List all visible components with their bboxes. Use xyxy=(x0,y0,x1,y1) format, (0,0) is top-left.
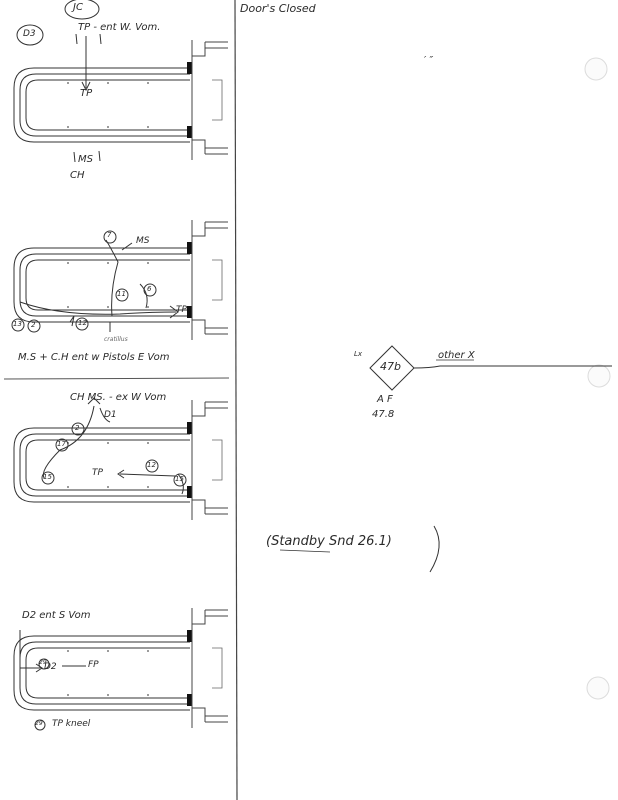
tp-entrance-note: TP - ent W. Vom. xyxy=(78,22,161,33)
pos-11: 11 xyxy=(117,290,126,298)
pos3-17: 17 xyxy=(57,440,66,448)
pos-13: 13 xyxy=(13,320,22,328)
ch-label: CH xyxy=(70,170,85,181)
tp-arrow-label: TP xyxy=(80,88,93,99)
af-label: A F xyxy=(377,394,393,405)
pos3-15b: 15 xyxy=(175,475,184,483)
ms-label: MS xyxy=(78,154,93,165)
standby-underline xyxy=(280,550,330,552)
binder-hole-top xyxy=(585,58,607,80)
fp-label: FP xyxy=(88,660,99,670)
other-x-note: other X xyxy=(438,350,475,361)
standby-note: (Standby Snd 26.1) xyxy=(266,534,392,549)
movement-paths-2 xyxy=(20,240,178,326)
standby-bracket-right xyxy=(430,526,439,572)
position-circles-2 xyxy=(12,231,156,332)
tp-kneel-note: TP kneel xyxy=(52,719,91,729)
d2-entrance-note: D2 ent S Vom xyxy=(22,610,91,621)
binder-hole-bottom xyxy=(587,677,609,699)
footnote-number: 29 xyxy=(35,720,43,727)
ms-note-2: MS xyxy=(136,236,150,246)
cue-number: 47b xyxy=(380,360,401,373)
d1-label: D1 xyxy=(104,410,117,420)
mark-29: 29 xyxy=(39,659,47,666)
pos-6: 6 xyxy=(147,285,152,293)
other-x-line xyxy=(414,366,612,368)
tp-label-2: TP xyxy=(176,305,187,315)
stage-diagram-2 xyxy=(14,220,228,340)
small-label-2: cratillus xyxy=(104,336,128,343)
stray-marks: ′ ″ xyxy=(424,55,434,66)
cue-prefix: Lx xyxy=(354,350,363,358)
label-d3: D3 xyxy=(23,29,36,39)
pos-7: 7 xyxy=(107,231,112,239)
stage-diagram-3 xyxy=(14,400,228,520)
pos3-15a: 15 xyxy=(43,473,52,481)
pos-12: 12 xyxy=(78,319,87,327)
pos-2: 2 xyxy=(31,321,36,329)
pos3-12: 12 xyxy=(147,461,156,469)
af-value: 47.8 xyxy=(372,409,395,420)
tp-label-3: TP xyxy=(92,468,103,478)
page-heading: Door's Closed xyxy=(240,2,316,15)
stage-diagram-1 xyxy=(14,40,228,160)
binder-hole-middle xyxy=(588,365,610,387)
binder-holes xyxy=(585,58,610,699)
page-divider-vertical xyxy=(235,0,237,800)
position-circles-3 xyxy=(42,423,186,486)
label-jc: JC xyxy=(73,2,83,13)
section-2-caption: M.S + C.H ent w Pistols E Vom xyxy=(18,352,170,363)
d2-label: D2 xyxy=(44,662,57,672)
exit-note-3: CH MS. - ex W Vom xyxy=(70,392,167,403)
pos3-2: 2 xyxy=(75,424,80,432)
section-divider xyxy=(4,378,229,379)
